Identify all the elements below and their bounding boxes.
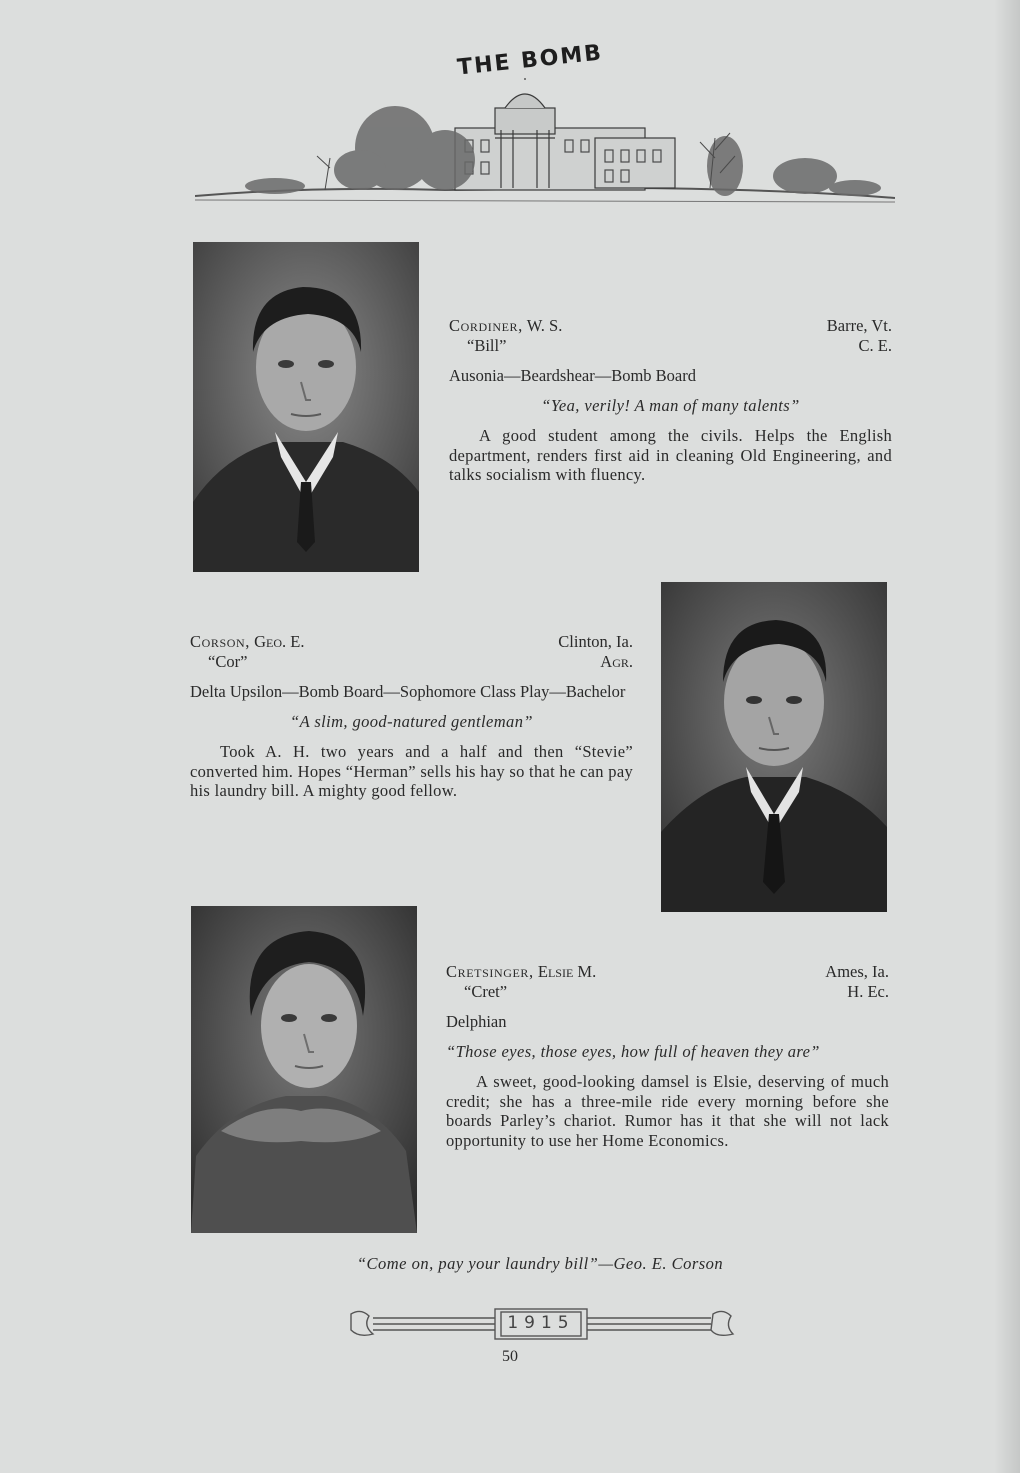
footer-quote: “Come on, pay your laundry bill”—Geo. E. Corson: [356, 1254, 724, 1273]
header-title-text: THE BOMB: [455, 40, 605, 81]
course: Agr.: [600, 652, 633, 671]
banner-year: 1915: [507, 1313, 575, 1333]
name-row: [446, 962, 889, 982]
portrait-cordiner: [193, 242, 419, 572]
organizations: Delphian: [446, 1012, 507, 1031]
course: C. E.: [858, 336, 892, 355]
motto: “Those eyes, those eyes, how full of heaven they are”: [446, 1042, 820, 1061]
motto: “Yea, verily! A man of many talents”: [541, 396, 800, 415]
hometown: Ames, Ia.: [825, 962, 889, 981]
campus-engraving-illustration: [195, 78, 895, 208]
student-name: [449, 316, 562, 336]
portrait-woman-illustration: [191, 906, 417, 1233]
name-row: [190, 632, 633, 652]
portrait-man-illustration: [661, 582, 887, 912]
bio: A good student among the civils. Helps the English department, renders first aid in cleaning Old Engineering, and talks socialism with fluency.: [449, 426, 892, 484]
entry-corson: [190, 632, 633, 801]
hometown: Barre, Vt.: [826, 316, 892, 335]
course: H. Ec.: [847, 982, 889, 1001]
initials: Geo. E.: [254, 632, 305, 651]
nickname: “Bill”: [467, 336, 507, 355]
nickname-row: [446, 982, 889, 1002]
organizations: Delta Upsilon—Bomb Board—Sophomore Class Play—Bachelor: [190, 682, 626, 701]
name-row: [449, 316, 892, 336]
portrait-corson: [661, 582, 887, 912]
entry-cordiner: [449, 316, 892, 485]
surname: Cretsinger,: [446, 962, 534, 981]
bio: A sweet, good-looking damsel is Elsie, deserving of much credit; she has a three-mile ride every morning before she boards Parley’s chariot. Rumor has it that she will not lack opportunity to use her Home Economics.: [446, 1072, 889, 1150]
student-name: [190, 632, 305, 652]
bio: Took A. H. two years and a half and then “Stevie” converted him. Hopes “Herman” sells his hay so that he can pay his laundry bill. A mighty good fellow.: [190, 742, 633, 800]
entry-cretsinger: [446, 962, 889, 1150]
nickname-row: [449, 336, 892, 356]
organizations: Ausonia—Beardshear—Bomb Board: [449, 366, 696, 385]
student-name: [446, 962, 596, 982]
nickname-row: [190, 652, 633, 672]
portrait-cretsinger: [191, 906, 417, 1233]
nickname: “Cret”: [464, 982, 508, 1001]
page-edge-shadow: [994, 0, 1020, 1473]
hometown: Clinton, Ia.: [558, 632, 633, 651]
initials: Elsie M.: [537, 962, 597, 981]
page-number: 50: [502, 1348, 518, 1365]
nickname: “Cor”: [208, 652, 248, 671]
portrait-man-illustration: [193, 242, 419, 572]
initials: W. S.: [526, 316, 563, 335]
surname: Corson,: [190, 632, 251, 651]
year-banner: [345, 1306, 737, 1342]
motto: “A slim, good-natured gentleman”: [290, 712, 533, 731]
surname: Cordiner,: [449, 316, 523, 335]
